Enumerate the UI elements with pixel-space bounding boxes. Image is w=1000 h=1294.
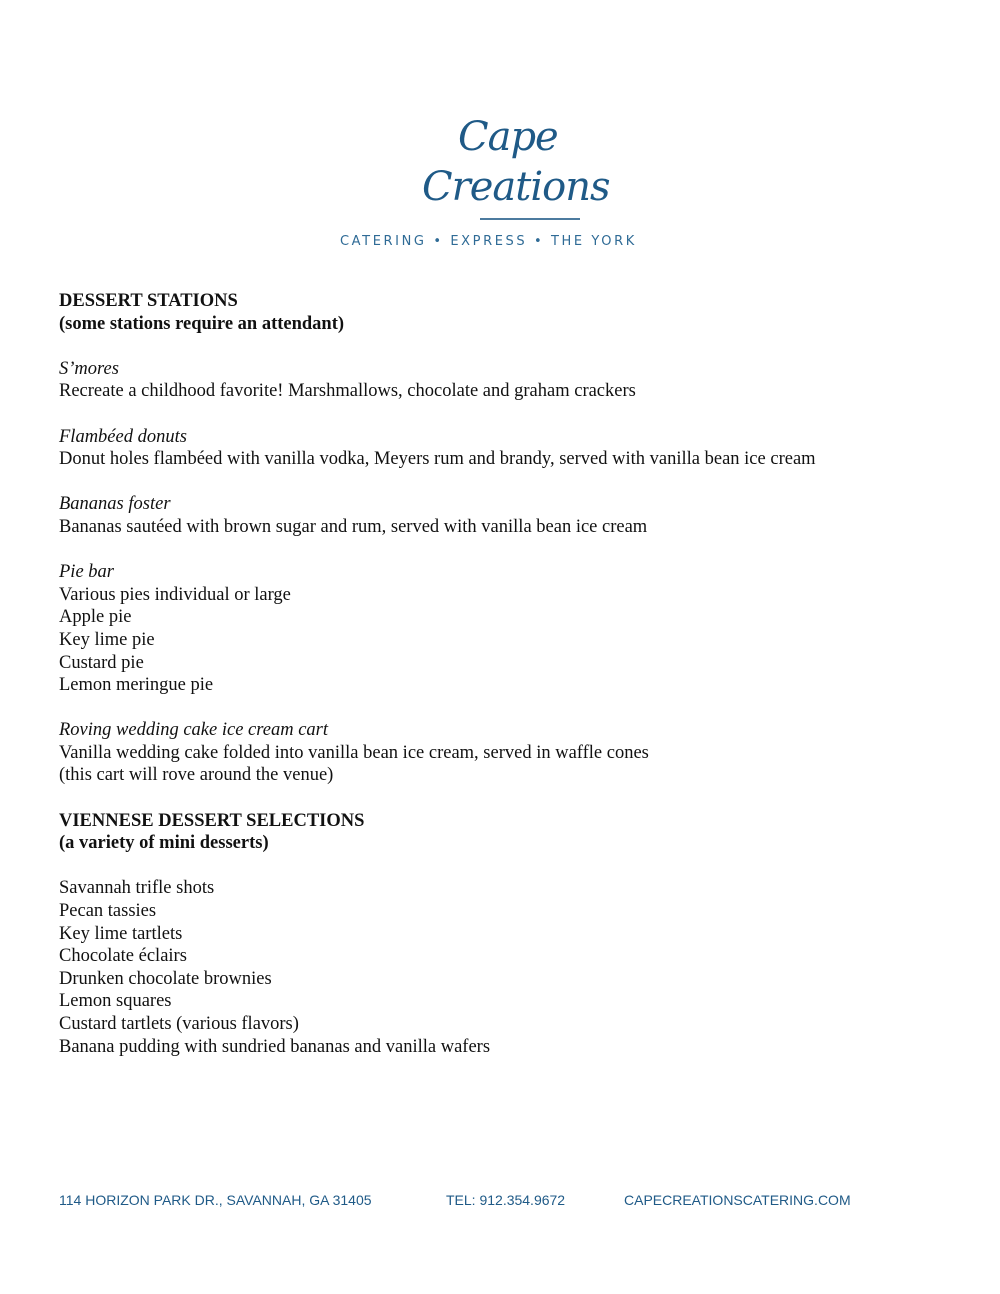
station-name: Flambéed donuts: [59, 426, 187, 447]
section-subtitle-dessert-stations: (some stations require an attendant): [59, 313, 345, 334]
logo-word-cape: Cape: [458, 114, 558, 160]
section-title-viennese: VIENNESE DESSERT SELECTIONS: [59, 810, 365, 831]
station-description: Recreate a childhood favorite! Marshmallows, chocolate and graham crackers: [59, 381, 636, 402]
viennese-item: Banana pudding with sundried bananas and vanilla wafers: [59, 1036, 491, 1057]
footer-address: 114 HORIZON PARK DR., SAVANNAH, GA 31405: [59, 1192, 372, 1208]
station-note: (this cart will rove around the venue): [59, 765, 334, 786]
station-description: Bananas sautéed with brown sugar and rum, served with vanilla bean ice cream: [59, 516, 648, 537]
section-title-dessert-stations: DESSERT STATIONS: [59, 291, 238, 311]
footer-website[interactable]: CAPECREATIONSCATERING.COM: [624, 1192, 851, 1208]
viennese-item: Pecan tassies: [59, 901, 157, 922]
viennese-item: Lemon squares: [59, 991, 172, 1012]
section-subtitle-viennese: (a variety of mini desserts): [59, 833, 269, 854]
viennese-item: Custard tartlets (various flavors): [59, 1014, 299, 1034]
pie-item: Apple pie: [59, 607, 132, 628]
station-name: S’mores: [59, 358, 119, 379]
station-description: Vanilla wedding cake folded into vanilla bean ice cream, served in waffle cones: [59, 742, 649, 763]
pie-item: Custard pie: [59, 652, 144, 673]
station-description: Donut holes flambéed with vanilla vodka, Meyers rum and brandy, served with vanilla bean ice cream: [59, 449, 816, 470]
menu-content: [59, 290, 959, 1058]
logo-underline: [480, 218, 580, 220]
viennese-item: Drunken chocolate brownies: [59, 968, 272, 989]
viennese-item: Key lime tartlets: [59, 923, 183, 944]
station-description: Various pies individual or large: [59, 584, 291, 605]
station-name: Bananas foster: [59, 494, 171, 515]
pie-item: Lemon meringue pie: [59, 675, 214, 696]
pie-item: Key lime pie: [59, 629, 155, 650]
station-name: Roving wedding cake ice cream cart: [59, 720, 329, 741]
logo-tagline: CATERING • EXPRESS • THE YORK: [340, 234, 637, 249]
logo-word-creations: Creations: [422, 164, 610, 210]
viennese-item: Savannah trifle shots: [59, 878, 215, 899]
footer-phone: TEL: 912.354.9672: [446, 1192, 566, 1208]
viennese-item: Chocolate éclairs: [59, 946, 187, 967]
station-name: Pie bar: [59, 562, 114, 583]
brand-logo: [330, 112, 670, 252]
